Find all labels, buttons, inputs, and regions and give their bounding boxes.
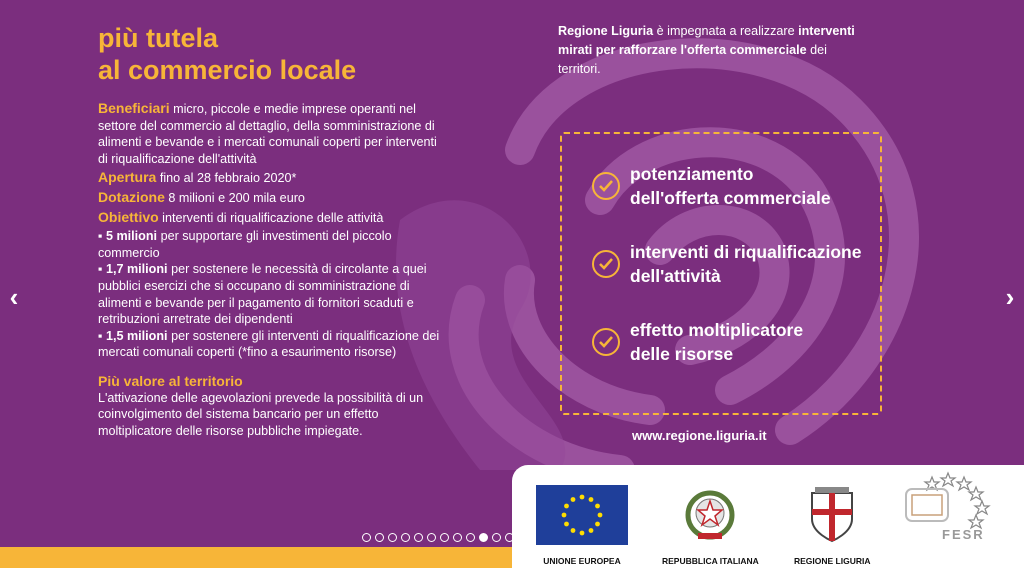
carousel-dot[interactable] xyxy=(479,533,488,542)
obiettivo-row xyxy=(98,209,443,227)
bullet-item: ▪ 1,7 milioni per sostenere le necessità di circolante a quei pubblici esercizi che si occupano di somministrazione di alimenti e bevande per il pagamento di fornitori scaduti e retribuzioni arretrate dei dipendenti xyxy=(98,262,427,327)
fesr-logo xyxy=(898,471,998,550)
feature-text xyxy=(630,318,880,366)
feature-line-2: dell'offerta commerciale xyxy=(630,188,831,208)
check-circle-icon xyxy=(592,250,620,278)
chevron-left-icon[interactable]: ‹ xyxy=(9,282,19,312)
valore-text: L'attivazione delle agevolazioni prevede la possibilità di un coinvolgimento del sistema bancario per un effetto moltiplicatore delle risorse pubbliche impiegate. xyxy=(98,390,424,438)
website-link[interactable]: www.regione.liguria.it xyxy=(632,428,767,443)
intro-part-4: dei territori. xyxy=(558,43,827,76)
carousel-dot[interactable] xyxy=(401,533,410,542)
feature-line-1: effetto moltiplicatore xyxy=(630,320,804,340)
carousel-dot[interactable] xyxy=(453,533,462,542)
carousel-dot[interactable] xyxy=(427,533,436,542)
liguria-shield-icon xyxy=(807,485,857,545)
eu-flag-icon xyxy=(536,485,628,545)
liguria-logo xyxy=(794,485,871,566)
dotazione-text: 8 milioni e 200 mila euro xyxy=(168,190,305,205)
intro-part-2: è impegnata a realizzare xyxy=(653,24,799,38)
bullet-amount: 1,7 milioni xyxy=(105,262,168,277)
intro-part-3: interventi mirati per rafforzare l'offerta commerciale xyxy=(558,24,855,57)
italy-emblem-icon xyxy=(680,485,740,545)
fesr-caption: FESR xyxy=(942,527,985,542)
eu-caption: UNIONE EUROPEA xyxy=(543,556,621,566)
check-circle-icon xyxy=(592,172,620,200)
beneficiari-label: Beneficiari xyxy=(98,100,170,116)
carousel-dot[interactable] xyxy=(440,533,449,542)
feature-text xyxy=(630,162,880,210)
feature-item xyxy=(592,162,880,210)
page-title xyxy=(98,22,356,86)
bullet-amount: 5 milioni xyxy=(105,229,158,244)
feature-line-1: interventi di riqualificazione xyxy=(630,242,862,262)
check-circle-icon xyxy=(592,328,620,356)
feature-line-1: potenziamento xyxy=(630,164,754,184)
obiettivo-label: Obiettivo xyxy=(98,208,159,225)
bullet-text: per sostenere le necessità di circolante a quei pubblici esercizi che si occupano di somministrazione di alimenti e bevande per il pagamento di fornitori scaduti e retribuzioni arretrate dei dipendenti xyxy=(98,262,427,327)
details-column xyxy=(98,100,443,439)
carousel-dot[interactable] xyxy=(362,533,371,542)
carousel-dot[interactable] xyxy=(492,533,501,542)
bullet-item: ▪ 1,5 milioni per sostenere gli interventi di riqualificazione dei mercati comunali coperti (*fino a esaurimento risorse) xyxy=(98,328,440,360)
feature-text xyxy=(630,240,880,288)
feature-line-2: delle risorse xyxy=(630,344,734,364)
liguria-caption: REGIONE LIGURIA xyxy=(794,556,871,566)
logos-panel xyxy=(512,465,1024,568)
apertura-label: Apertura xyxy=(98,169,157,186)
title-line-1: più tutela xyxy=(98,23,218,53)
carousel-dot[interactable] xyxy=(388,533,397,542)
dotazione-row xyxy=(98,189,443,207)
bullet-item: ▪ 5 milioni per supportare gli investimenti del piccolo commercio xyxy=(98,229,392,260)
apertura-row xyxy=(98,169,443,187)
valore-title: Più valore al territorio xyxy=(98,372,243,389)
bullet-text: per supportare gli investimenti del piccolo commercio xyxy=(98,229,392,260)
intro-part-1: Regione Liguria xyxy=(558,24,654,38)
italy-caption: REPUBBLICA ITALIANA xyxy=(662,556,759,566)
italy-logo xyxy=(662,485,759,566)
bullet-text: per sostenere gli interventi di riqualificazione dei mercati comunali coperti (*fino a esaurimento risorse) xyxy=(98,328,440,360)
feature-item xyxy=(592,318,880,366)
apertura-text: fino al 28 febbraio 2020* xyxy=(159,171,297,186)
bullet-amount: 1,5 milioni xyxy=(105,328,168,343)
intro-text xyxy=(558,22,858,79)
beneficiari-row xyxy=(98,100,443,167)
carousel-dot[interactable] xyxy=(414,533,423,542)
obiettivo-text: interventi di riqualificazione delle attività xyxy=(162,210,384,225)
carousel-dot[interactable] xyxy=(375,533,384,542)
chevron-right-icon[interactable]: › xyxy=(1005,282,1015,312)
feature-line-2: dell'attività xyxy=(630,266,721,286)
dotazione-label: Dotazione xyxy=(98,188,165,205)
carousel-dots xyxy=(362,533,518,542)
feature-item xyxy=(592,240,880,288)
features-box xyxy=(560,132,882,415)
title-line-2: al commercio locale xyxy=(98,55,357,85)
carousel-dot[interactable] xyxy=(466,533,475,542)
beneficiari-text: micro, piccole e medie imprese operanti nel settore del commercio al dettaglio, della somministrazione di alimenti e bevande e i mercati comunali coperti per interventi di riqualificazione dell'attività xyxy=(98,102,437,166)
eu-logo xyxy=(536,485,628,566)
